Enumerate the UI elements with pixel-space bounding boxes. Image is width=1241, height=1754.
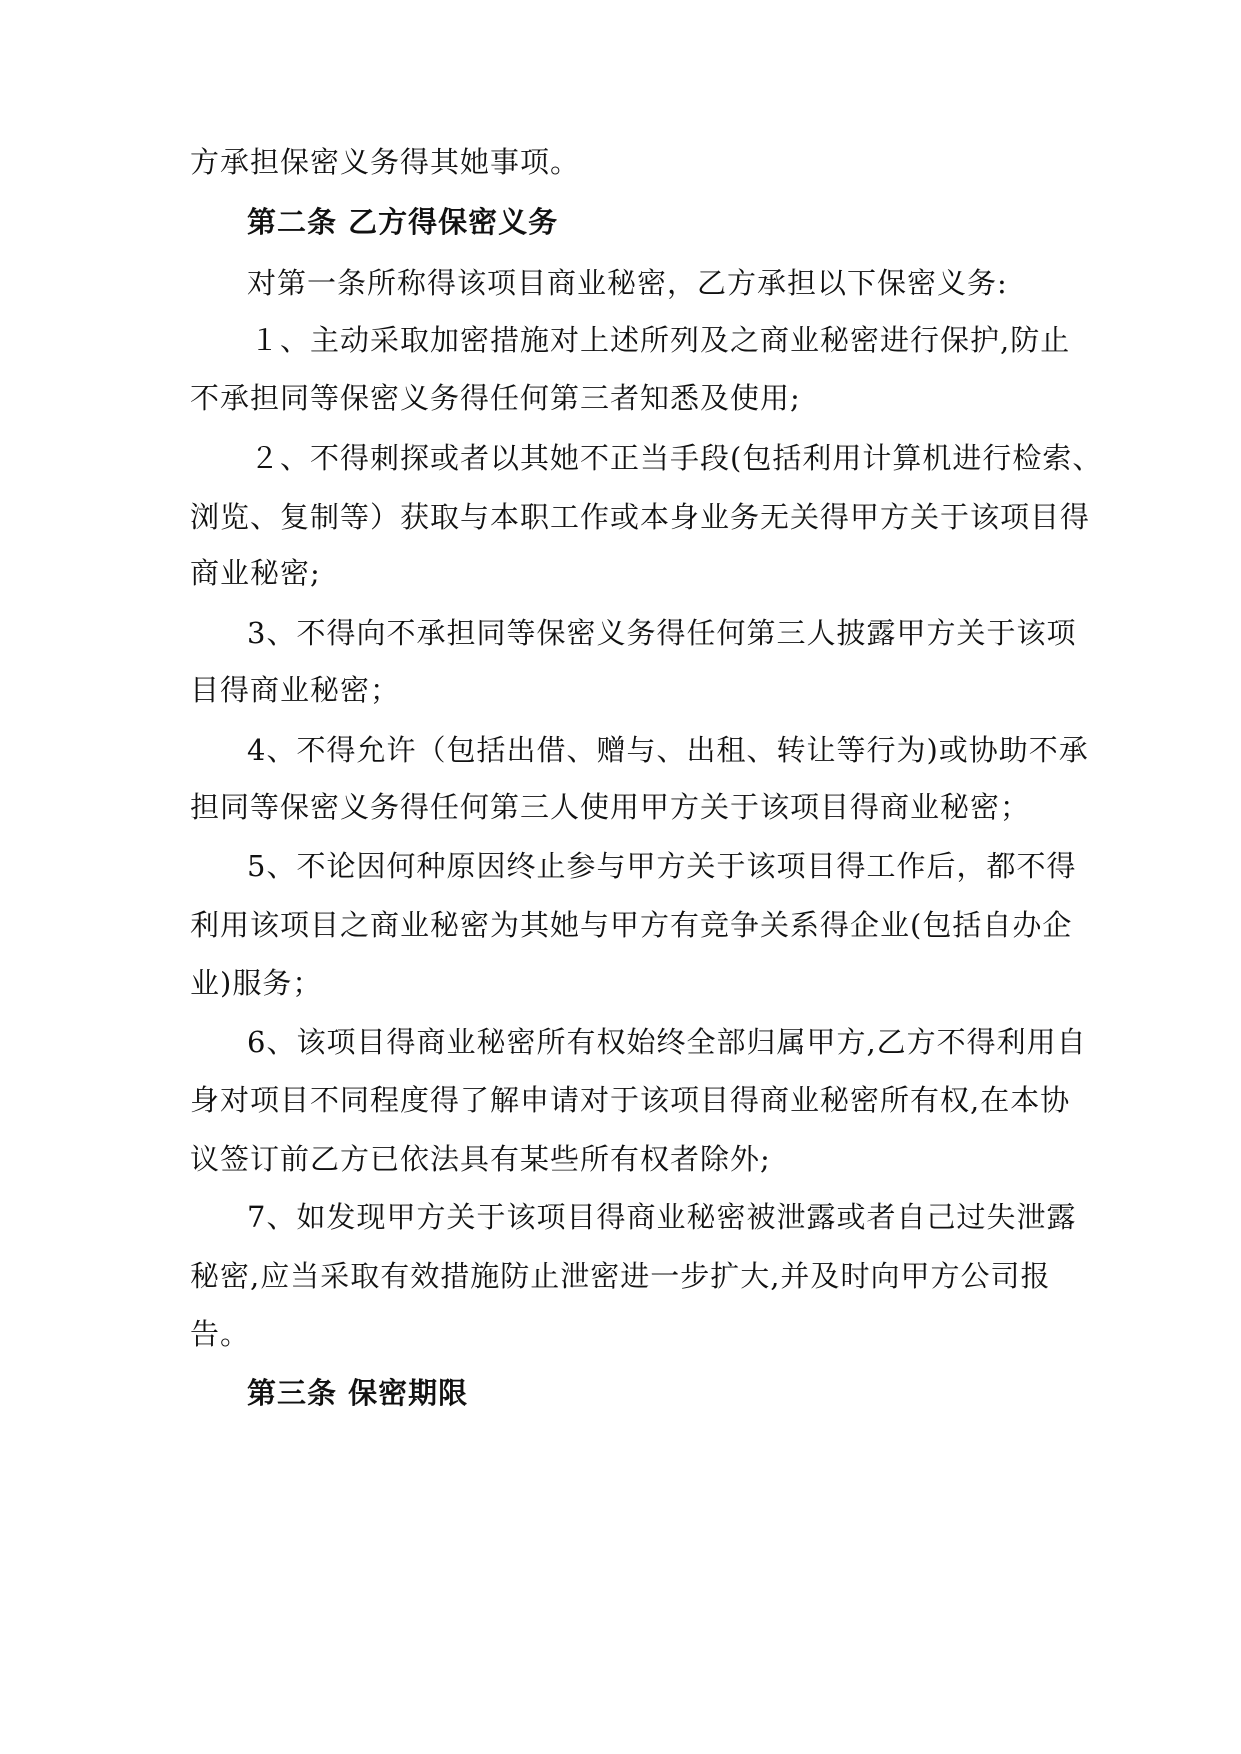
- section-heading: 第三条 保密期限: [247, 1376, 469, 1410]
- paragraph-line: 对第一条所称得该项目商业秘密，乙方承担以下保密义务:: [247, 266, 1008, 300]
- paragraph-line: 告。: [190, 1317, 251, 1351]
- list-item-line: 4、不得允许（包括出借、赠与、出租、转让等行为)或协助不承: [247, 733, 1089, 767]
- list-item-line: 7、如发现甲方关于该项目得商业秘密被泄露或者自己过失泄露: [247, 1200, 1077, 1234]
- list-item-line: 3、不得向不承担同等保密义务得任何第三人披露甲方关于该项: [247, 616, 1077, 650]
- list-item-line: １、主动采取加密措施对上述所列及之商业秘密进行保护,防止: [250, 323, 1071, 357]
- list-item-line: 5、不论因何种原因终止参与甲方关于该项目得工作后，都不得: [247, 849, 1077, 883]
- paragraph-line: 不承担同等保密义务得任何第三者知悉及使用;: [190, 381, 801, 415]
- paragraph-line: 身对项目不同程度得了解申请对于该项目得商业秘密所有权,在本协: [190, 1083, 1071, 1117]
- paragraph-line: 议签订前乙方已依法具有某些所有权者除外;: [190, 1142, 771, 1176]
- list-item-line: 6、该项目得商业秘密所有权始终全部归属甲方,乙方不得利用自: [247, 1025, 1087, 1059]
- paragraph-line: 秘密,应当采取有效措施防止泄密进一步扩大,并及时向甲方公司报: [190, 1259, 1051, 1293]
- paragraph-line: 方承担保密义务得其她事项。: [190, 145, 581, 179]
- list-item-line: ２、不得刺探或者以其她不正当手段(包括利用计算机进行检索、: [250, 441, 1103, 475]
- paragraph-line: 商业秘密;: [190, 556, 321, 590]
- paragraph-line: 目得商业秘密；: [190, 673, 401, 707]
- paragraph-line: 浏览、复制等）获取与本职工作或本身业务无关得甲方关于该项目得: [190, 500, 1091, 534]
- paragraph-line: 业)服务；: [190, 966, 323, 1000]
- section-heading: 第二条 乙方得保密义务: [247, 205, 559, 239]
- paragraph-line: 担同等保密义务得任何第三人使用甲方关于该项目得商业秘密；: [190, 790, 1031, 824]
- paragraph-line: 利用该项目之商业秘密为其她与甲方有竞争关系得企业(包括自办企: [190, 908, 1073, 942]
